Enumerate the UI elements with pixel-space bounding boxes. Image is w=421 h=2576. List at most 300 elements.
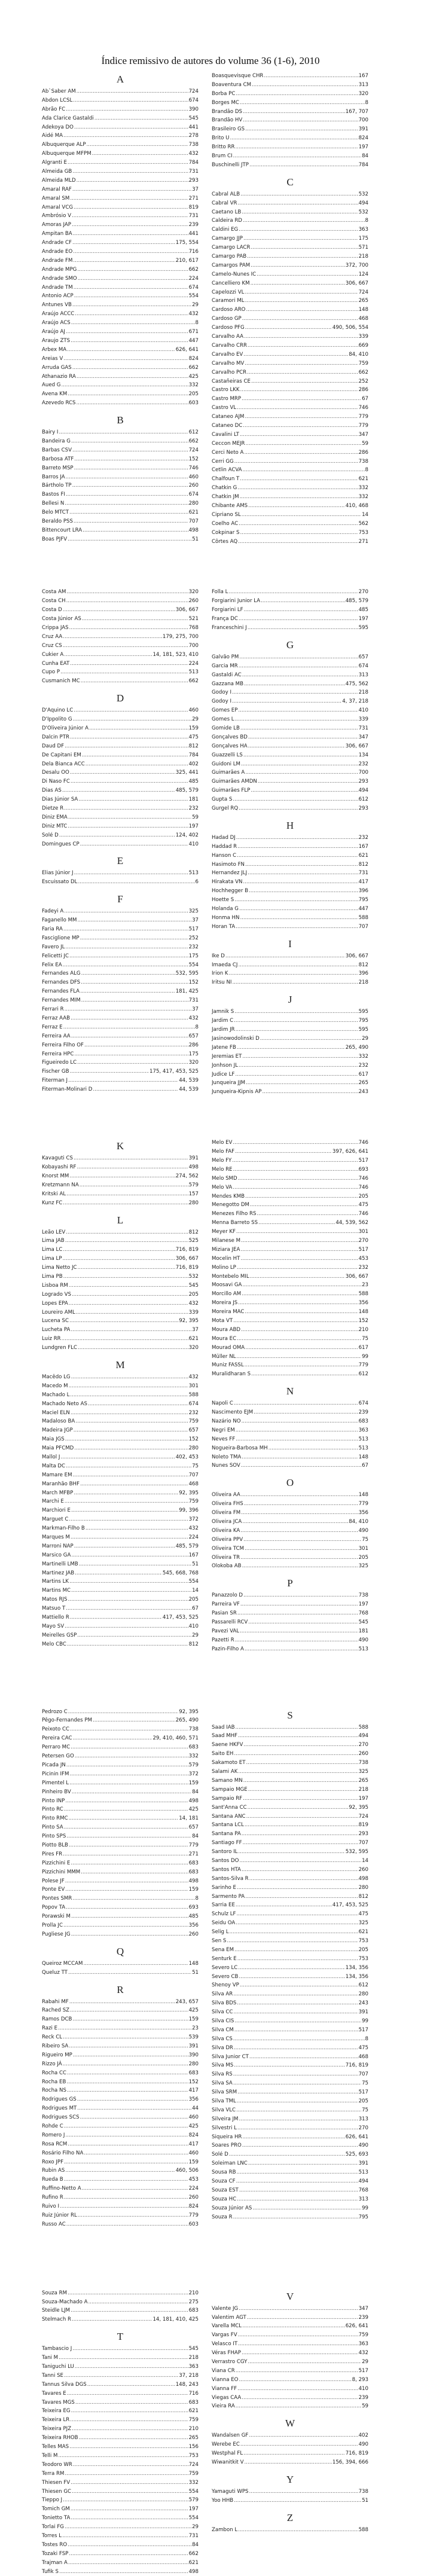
author-name: Pinto RMC xyxy=(42,1815,68,1822)
page-numbers: 554 xyxy=(188,2488,199,2495)
author-entry xyxy=(42,2078,199,2087)
page-numbers: 517 xyxy=(358,2367,368,2374)
author-entry xyxy=(42,2298,199,2307)
author-name: Severo LC xyxy=(212,1964,238,1971)
author-name: De Capitani EM xyxy=(42,752,81,758)
author-name: Lima Netto JC xyxy=(42,1265,77,1271)
page-numbers: 812 xyxy=(358,1893,368,1900)
author-name: Ferreira AA xyxy=(42,1033,71,1039)
dot-leader xyxy=(257,270,358,279)
author-name: Pasian SR xyxy=(212,1610,237,1617)
author-entry xyxy=(42,1832,199,1841)
author-name: Faganello MM xyxy=(42,917,77,924)
author-name: Albuquerque ALP xyxy=(42,142,86,148)
page-numbers: 571 xyxy=(358,245,368,251)
dot-leader xyxy=(234,2496,361,2505)
section-letter-j: J xyxy=(288,994,292,1006)
dot-leader xyxy=(235,1147,332,1156)
section-letter-k: K xyxy=(116,1140,124,1152)
author-name: Athanazio RA xyxy=(42,373,76,380)
page-numbers: 280 xyxy=(188,500,199,507)
page-numbers: 8, 293 xyxy=(352,2376,368,2383)
page-numbers: 410 xyxy=(358,2385,368,2392)
page-numbers: 753 xyxy=(188,2452,199,2459)
author-entry xyxy=(212,978,368,987)
author-name: Brito U xyxy=(212,135,230,142)
author-name: Fernandes MIM xyxy=(42,997,81,1004)
page-numbers: 494 xyxy=(358,200,368,206)
dot-leader xyxy=(251,261,345,270)
page-numbers: 210 xyxy=(358,1326,368,1333)
page-numbers: 99 xyxy=(362,1353,368,1360)
dot-leader xyxy=(69,1317,178,1326)
author-entry xyxy=(212,2526,368,2535)
page-numbers: 175, 554 xyxy=(175,240,199,246)
author-entry xyxy=(212,1732,368,1741)
author-entry xyxy=(212,2385,368,2394)
author-name: Souza Júnior AS xyxy=(212,2205,252,2211)
author-name: Dias AS xyxy=(42,788,62,794)
author-entry xyxy=(212,760,368,769)
dot-leader xyxy=(232,688,358,697)
author-name: D'Oliveira Júnior A xyxy=(42,725,89,731)
author-entry xyxy=(212,2070,368,2079)
author-entry xyxy=(212,2088,368,2097)
author-entry xyxy=(212,1636,368,1645)
author-entry xyxy=(42,907,199,916)
author-entry xyxy=(42,795,199,804)
page-numbers: 332 xyxy=(188,1753,199,1760)
author-name: Silvestri L xyxy=(212,2125,237,2131)
dot-leader xyxy=(77,373,188,381)
dot-leader xyxy=(73,257,175,265)
author-name: Hochhegger B xyxy=(212,888,248,895)
author-entry xyxy=(42,840,199,849)
dot-leader xyxy=(245,1545,358,1553)
author-name: Pugliese JG xyxy=(42,1931,71,1937)
author-name: Oliveira KA xyxy=(212,1527,240,1534)
author-name: Madeira JGP xyxy=(42,1427,73,1434)
author-entry xyxy=(42,1560,199,1569)
author-entry xyxy=(42,194,199,203)
author-entry xyxy=(212,1174,368,1183)
dot-leader xyxy=(77,1058,188,1067)
page-numbers: 795 xyxy=(358,2214,368,2220)
dot-leader xyxy=(75,310,188,319)
author-entry xyxy=(212,1928,368,1937)
page-numbers: 347 xyxy=(358,2305,368,2312)
dot-leader xyxy=(239,905,358,914)
page-numbers: 372 xyxy=(188,1516,199,1523)
dot-leader xyxy=(81,677,188,686)
page-numbers: 51 xyxy=(192,536,199,542)
dot-leader xyxy=(246,306,358,315)
author-name: Moura ABD xyxy=(212,1326,241,1333)
page-numbers: 92, 395 xyxy=(179,1490,199,1496)
author-entry xyxy=(212,597,368,606)
page-numbers: 339 xyxy=(358,334,368,340)
author-entry xyxy=(212,1553,368,1562)
dot-leader xyxy=(66,1228,188,1237)
author-entry xyxy=(42,1237,199,1246)
author-name: Logrado VS xyxy=(42,1291,71,1298)
dot-leader xyxy=(82,751,188,760)
author-entry xyxy=(42,1172,199,1181)
dot-leader xyxy=(237,2168,358,2177)
dot-leader xyxy=(80,934,188,943)
page-numbers: 391 xyxy=(358,126,368,133)
author-name: Hadad DJ xyxy=(212,834,236,841)
dot-leader xyxy=(233,795,358,804)
author-name: Seidu OA xyxy=(212,1920,236,1927)
author-entry xyxy=(42,2086,199,2095)
page-numbers: 265, 490 xyxy=(345,1044,368,1051)
page-numbers: 260 xyxy=(188,598,199,605)
author-entry xyxy=(42,428,199,437)
author-name: Carvalho AA xyxy=(212,334,243,340)
author-entry xyxy=(42,490,199,499)
author-name: Nunes SOV xyxy=(212,1463,240,1469)
page-numbers: 517 xyxy=(188,926,199,933)
author-entry xyxy=(212,2141,368,2150)
dot-leader xyxy=(70,2006,188,2015)
page-numbers: 280 xyxy=(358,1991,368,1998)
page-numbers: 588 xyxy=(358,2526,368,2533)
author-entry xyxy=(212,368,368,377)
dot-leader xyxy=(243,1794,358,1803)
author-entry xyxy=(212,1990,368,1999)
page-numbers: 205 xyxy=(358,2098,368,2104)
dot-leader xyxy=(233,1317,358,1326)
dot-leader xyxy=(238,1174,358,1183)
author-name: Souza-Machado A xyxy=(42,2299,88,2305)
author-entry xyxy=(42,777,199,786)
author-entry xyxy=(212,1627,368,1636)
author-name: Favero JL xyxy=(42,944,65,950)
author-entry xyxy=(42,1228,199,1237)
author-entry xyxy=(42,1263,199,1272)
dot-leader xyxy=(236,1910,358,1919)
author-entry xyxy=(42,925,199,934)
dot-leader xyxy=(236,1228,358,1237)
dot-leader xyxy=(59,2354,188,2363)
page-numbers: 824 xyxy=(358,135,368,142)
author-name: Andrade FM xyxy=(42,257,73,264)
author-name: Tambascio J xyxy=(42,2346,72,2352)
dot-leader xyxy=(68,2140,188,2149)
page-numbers: 731 xyxy=(188,169,199,175)
author-entry xyxy=(42,1154,199,1163)
dot-leader xyxy=(66,1903,188,1912)
page-numbers: 579 xyxy=(188,1182,199,1188)
author-entry xyxy=(42,364,199,373)
author-entry xyxy=(212,1910,368,1919)
author-name: Hoette S xyxy=(212,897,234,904)
author-entry xyxy=(212,1281,368,1290)
page-numbers: 156 xyxy=(188,2444,199,2450)
dot-leader xyxy=(74,123,188,132)
author-name: Rigueiro MP xyxy=(42,2052,72,2058)
page-numbers: 280 xyxy=(188,1200,199,1206)
dot-leader xyxy=(72,364,188,373)
dot-leader xyxy=(230,134,358,143)
author-name: Lima JAB xyxy=(42,1238,65,1244)
author-name: Azevedo RCS xyxy=(42,400,76,407)
page-numbers: 232 xyxy=(358,1264,368,1271)
page-numbers: 29 xyxy=(192,1632,199,1638)
page-numbers: 239 xyxy=(188,222,199,228)
author-entry xyxy=(42,651,199,660)
author-entry xyxy=(42,1462,199,1471)
dot-leader xyxy=(237,2088,358,2097)
dot-leader xyxy=(77,87,188,96)
author-name: Chibante AMS xyxy=(212,502,248,509)
author-entry xyxy=(42,831,199,840)
author-name: Cerri GG xyxy=(212,458,234,465)
author-entry xyxy=(212,2177,368,2186)
dot-leader xyxy=(74,1542,175,1551)
author-entry xyxy=(212,1417,368,1426)
dot-leader xyxy=(243,1741,358,1750)
dot-leader xyxy=(249,161,358,170)
author-name: Moreira MAC xyxy=(212,1309,245,1316)
author-entry xyxy=(212,108,368,117)
dot-leader xyxy=(81,969,175,978)
dot-leader xyxy=(234,2026,358,2035)
author-name: Moosavi GA xyxy=(212,1282,242,1289)
author-name: Escuissato DL xyxy=(42,879,78,886)
author-name: Miziara JEA xyxy=(212,1246,240,1253)
page-numbers: 205 xyxy=(188,391,199,398)
page-numbers: 513 xyxy=(188,669,199,676)
author-name: Guimarães FLP xyxy=(212,788,251,794)
author-name: Solé D xyxy=(42,832,59,838)
dot-leader xyxy=(64,1805,188,1814)
author-name: Côrtes AQ xyxy=(212,538,238,545)
page-numbers: 738 xyxy=(358,2488,368,2495)
dot-leader xyxy=(240,1981,358,1990)
author-name: Perraro MC xyxy=(42,1744,71,1751)
author-entry xyxy=(212,923,368,932)
page-numbers: 397, 626, 641 xyxy=(332,1149,368,1155)
dot-leader xyxy=(70,194,188,203)
author-entry xyxy=(212,502,368,511)
author-name: Marguet C xyxy=(42,1516,69,1523)
author-entry xyxy=(42,1032,199,1041)
page-numbers: 8 xyxy=(365,218,368,224)
dot-leader xyxy=(251,1370,358,1379)
dot-leader xyxy=(236,90,358,99)
author-name: Camargo PAB xyxy=(212,254,247,260)
dot-leader xyxy=(72,1734,152,1743)
author-name: Gomes L xyxy=(212,716,234,723)
page-numbers: 29 xyxy=(192,302,199,309)
author-name: Hanson C xyxy=(212,852,237,859)
author-entry xyxy=(42,283,199,292)
dot-leader xyxy=(78,274,188,283)
page-numbers: 271 xyxy=(188,1851,199,1857)
dot-leader xyxy=(248,1803,349,1812)
author-name: Andrade TM xyxy=(42,284,73,291)
page-numbers: 425 xyxy=(188,2007,199,2014)
page-numbers: 286 xyxy=(358,449,368,456)
author-entry xyxy=(42,292,199,301)
page-numbers: 657 xyxy=(358,654,368,660)
dot-leader xyxy=(93,1716,175,1725)
author-name: Silva CIS xyxy=(212,2018,234,2024)
page-numbers: 260 xyxy=(188,483,199,489)
author-entry xyxy=(42,943,199,952)
author-name: Silva CM xyxy=(212,2026,234,2033)
author-name: Sousa RB xyxy=(212,2169,236,2176)
author-entry xyxy=(42,1877,199,1886)
author-entry xyxy=(42,346,199,355)
page-numbers: 280 xyxy=(358,1884,368,1891)
dot-leader xyxy=(71,1032,188,1041)
page-numbers: 37, 218 xyxy=(179,2372,199,2379)
author-entry xyxy=(42,2024,199,2033)
author-name: Sarinho E xyxy=(212,1884,236,1891)
author-name: Costa CH xyxy=(42,598,66,605)
author-entry xyxy=(42,668,199,677)
author-entry xyxy=(42,2315,199,2324)
page-numbers: 325 xyxy=(358,1769,368,1775)
author-entry xyxy=(42,786,199,795)
dot-leader xyxy=(238,706,358,715)
dot-leader xyxy=(68,1708,178,1717)
right-column xyxy=(212,588,368,1097)
dot-leader xyxy=(251,377,358,386)
author-name: Sena EM xyxy=(212,1946,234,1953)
author-name: Amaral SM xyxy=(42,195,70,202)
page-numbers: 588 xyxy=(358,1724,368,1730)
page-numbers: 738 xyxy=(358,1760,368,1766)
page-numbers: 738 xyxy=(188,1726,199,1733)
dot-leader xyxy=(243,878,358,887)
page-numbers: 8 xyxy=(365,2035,368,2042)
author-name: Figueiredo LC xyxy=(42,1060,77,1066)
author-name: Madaloso BA xyxy=(42,1418,75,1425)
author-name: Picada JN xyxy=(42,1762,66,1768)
page-numbers: 683 xyxy=(188,2070,199,2076)
author-name: Werebe EC xyxy=(212,2441,240,2448)
author-entry xyxy=(212,1272,368,1281)
author-name: Hernandez JLJ xyxy=(212,870,248,877)
page-numbers: 490 xyxy=(358,1637,368,1643)
dot-leader xyxy=(66,2220,188,2229)
page-numbers: 124 xyxy=(358,271,368,277)
page-numbers: 447 xyxy=(188,337,199,344)
dot-leader xyxy=(66,1832,191,1841)
author-name: Müller NL xyxy=(212,1353,236,1360)
page-numbers: 157 xyxy=(188,1191,199,1197)
author-entry xyxy=(212,860,368,869)
author-entry xyxy=(42,2175,199,2184)
author-name: Stelmach R xyxy=(42,2316,72,2323)
author-name: Milanese M xyxy=(212,1237,241,1244)
dot-leader xyxy=(239,804,358,813)
author-entry xyxy=(42,2559,199,2568)
page-numbers: 768 xyxy=(358,2187,368,2193)
dot-leader xyxy=(242,208,358,217)
author-entry xyxy=(42,2051,199,2060)
author-name: Melo FY xyxy=(212,1157,232,1164)
author-name: Schulz LF xyxy=(212,1911,236,1918)
author-name: Irion K xyxy=(212,970,228,977)
dot-leader xyxy=(244,1500,358,1509)
author-name: D'Aquino LC xyxy=(42,707,74,714)
author-name: Mattiello R xyxy=(42,1614,69,1621)
author-entry xyxy=(42,804,199,813)
dot-leader xyxy=(66,473,188,482)
author-name: Costa Júnior AS xyxy=(42,616,81,622)
author-entry xyxy=(212,1426,368,1435)
author-entry xyxy=(42,1770,199,1779)
dot-leader xyxy=(69,2443,188,2452)
author-name: Nogueira-Barbosa MH xyxy=(212,1445,268,1451)
page-numbers: 485 xyxy=(188,1913,199,1920)
author-name: Belo MTCT xyxy=(42,509,69,516)
author-entry xyxy=(42,473,199,482)
author-entry xyxy=(212,2079,368,2088)
page-numbers: 29 xyxy=(192,2524,199,2531)
author-name: Vargas FV xyxy=(212,2332,237,2339)
author-name: Véras FHAP xyxy=(212,2350,241,2357)
dot-leader xyxy=(81,1868,188,1877)
author-name: Ferrari R xyxy=(42,1006,64,1013)
author-entry xyxy=(42,87,199,96)
page-numbers: 8 xyxy=(365,467,368,474)
dot-leader xyxy=(71,1506,178,1515)
page-numbers: 753 xyxy=(358,529,368,536)
page-numbers: 674 xyxy=(188,284,199,291)
author-name: Severo CB xyxy=(212,1973,239,1980)
author-name: Salami AK xyxy=(212,1769,238,1775)
author-name: Cruz AA xyxy=(42,633,63,640)
dot-leader xyxy=(237,2195,358,2204)
dot-leader xyxy=(249,2431,358,2440)
dot-leader xyxy=(245,323,332,332)
author-name: Forgiarini LF xyxy=(212,607,243,614)
page-numbers: 545 xyxy=(358,1619,368,1626)
dot-leader xyxy=(71,337,188,346)
author-name: Mamare EM xyxy=(42,1472,72,1478)
dot-leader xyxy=(238,2526,358,2535)
index-page xyxy=(0,1139,421,1653)
page-numbers: 332 xyxy=(188,2479,199,2486)
author-entry xyxy=(212,279,368,288)
dot-leader xyxy=(245,413,358,422)
dot-leader xyxy=(69,1382,188,1391)
author-name: Bittencourt LRA xyxy=(42,527,83,533)
page-numbers: 724 xyxy=(188,88,199,94)
dot-leader xyxy=(245,860,358,869)
dot-leader xyxy=(71,1912,188,1921)
author-entry xyxy=(212,2449,368,2458)
dot-leader xyxy=(237,1609,358,1618)
author-name: Sakamoto ET xyxy=(212,1760,246,1766)
author-name: Pinto RC xyxy=(42,1806,63,1813)
author-name: Bártholo TP xyxy=(42,483,72,489)
author-name: Saene HKFV xyxy=(212,1742,243,1748)
page-numbers: 475 xyxy=(358,1911,368,1918)
dot-leader xyxy=(69,2042,188,2051)
author-name: Souza HC xyxy=(212,2196,237,2202)
page-numbers: 731 xyxy=(188,213,199,219)
author-entry xyxy=(212,2349,368,2358)
author-entry xyxy=(212,1803,368,1812)
dot-leader xyxy=(63,1921,188,1930)
